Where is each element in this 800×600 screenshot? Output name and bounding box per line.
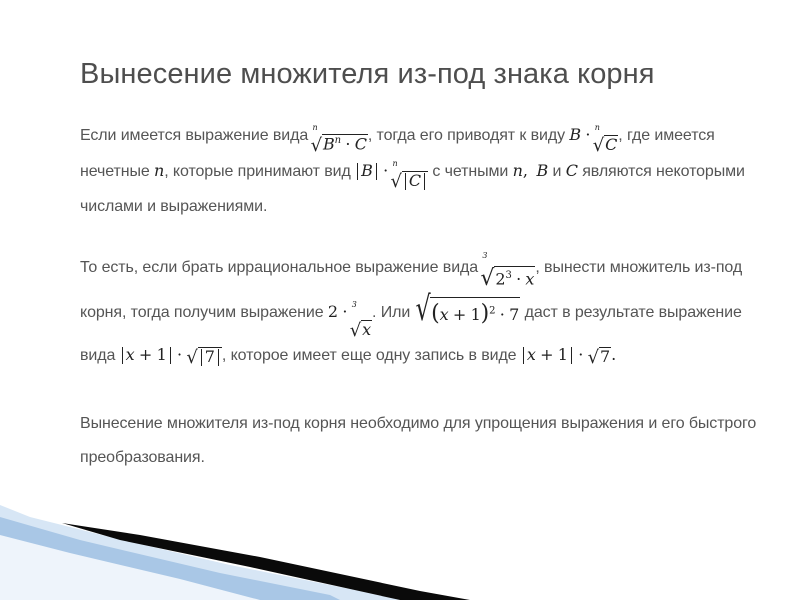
p2-line-1: То есть, если брать иррациональное выражение вида 3 √ $2^3 \cdot x$ , вынести множитель из-под	[80, 251, 743, 291]
p1-line-1: Если имеется выражение вида n √ $B^n \cdot C$ , тогда его приводят к виду B · n √ C , где имеется	[80, 123, 715, 156]
sqrt-7: √ 7	[587, 346, 611, 368]
paragraph-3	[80, 409, 757, 473]
nth-root-c: n √ C	[592, 123, 618, 156]
paragraph-2	[80, 251, 743, 371]
abs-b: B	[357, 163, 377, 180]
slide-content	[80, 58, 757, 473]
slide-title: Вынесение множителя из-под знака корня	[80, 58, 655, 90]
decorative-corner-swoosh	[0, 495, 800, 600]
paragraph-1	[80, 121, 745, 221]
sqrt-abs-7: √ 7	[186, 347, 221, 367]
abs-x-plus-1-b: x + 1	[523, 347, 572, 364]
nth-root-abs-c: n √ C	[392, 163, 428, 191]
p1-line-2: нечетные n, которые принимают вид B · n √ C с четными n, B и C являются некоторыми	[80, 159, 745, 192]
p2-line-3: вида x + 1 · √ 7 , которое имеет еще одну запись в виде x + 1 · √ 7 .	[80, 345, 617, 368]
p3-line-2: преобразования.	[80, 449, 205, 466]
cube-root-2-cubed-x: 3 √ $2^3 \cdot x$	[480, 251, 535, 291]
p1-line-3: числами и выражениями.	[80, 198, 268, 215]
p3-line-1: Вынесение множителя из-под корня необходимо для упрощения выражения и его быстрого	[80, 415, 757, 432]
p2-line-2: корня, тогда получим выражение 2 · 3 √ x . Или √ $(x + 1)^2 \cdot 7$ даст в результате выражение	[80, 289, 742, 341]
abs-x-plus-1: x + 1	[122, 347, 171, 364]
sqrt-x-plus-1-sq-times-7: √ $(x + 1)^2 \cdot 7$	[415, 289, 520, 329]
nth-root-bn-c: n √ $B^n \cdot C$	[310, 123, 367, 156]
cube-root-x: 3 √ x	[349, 300, 372, 341]
